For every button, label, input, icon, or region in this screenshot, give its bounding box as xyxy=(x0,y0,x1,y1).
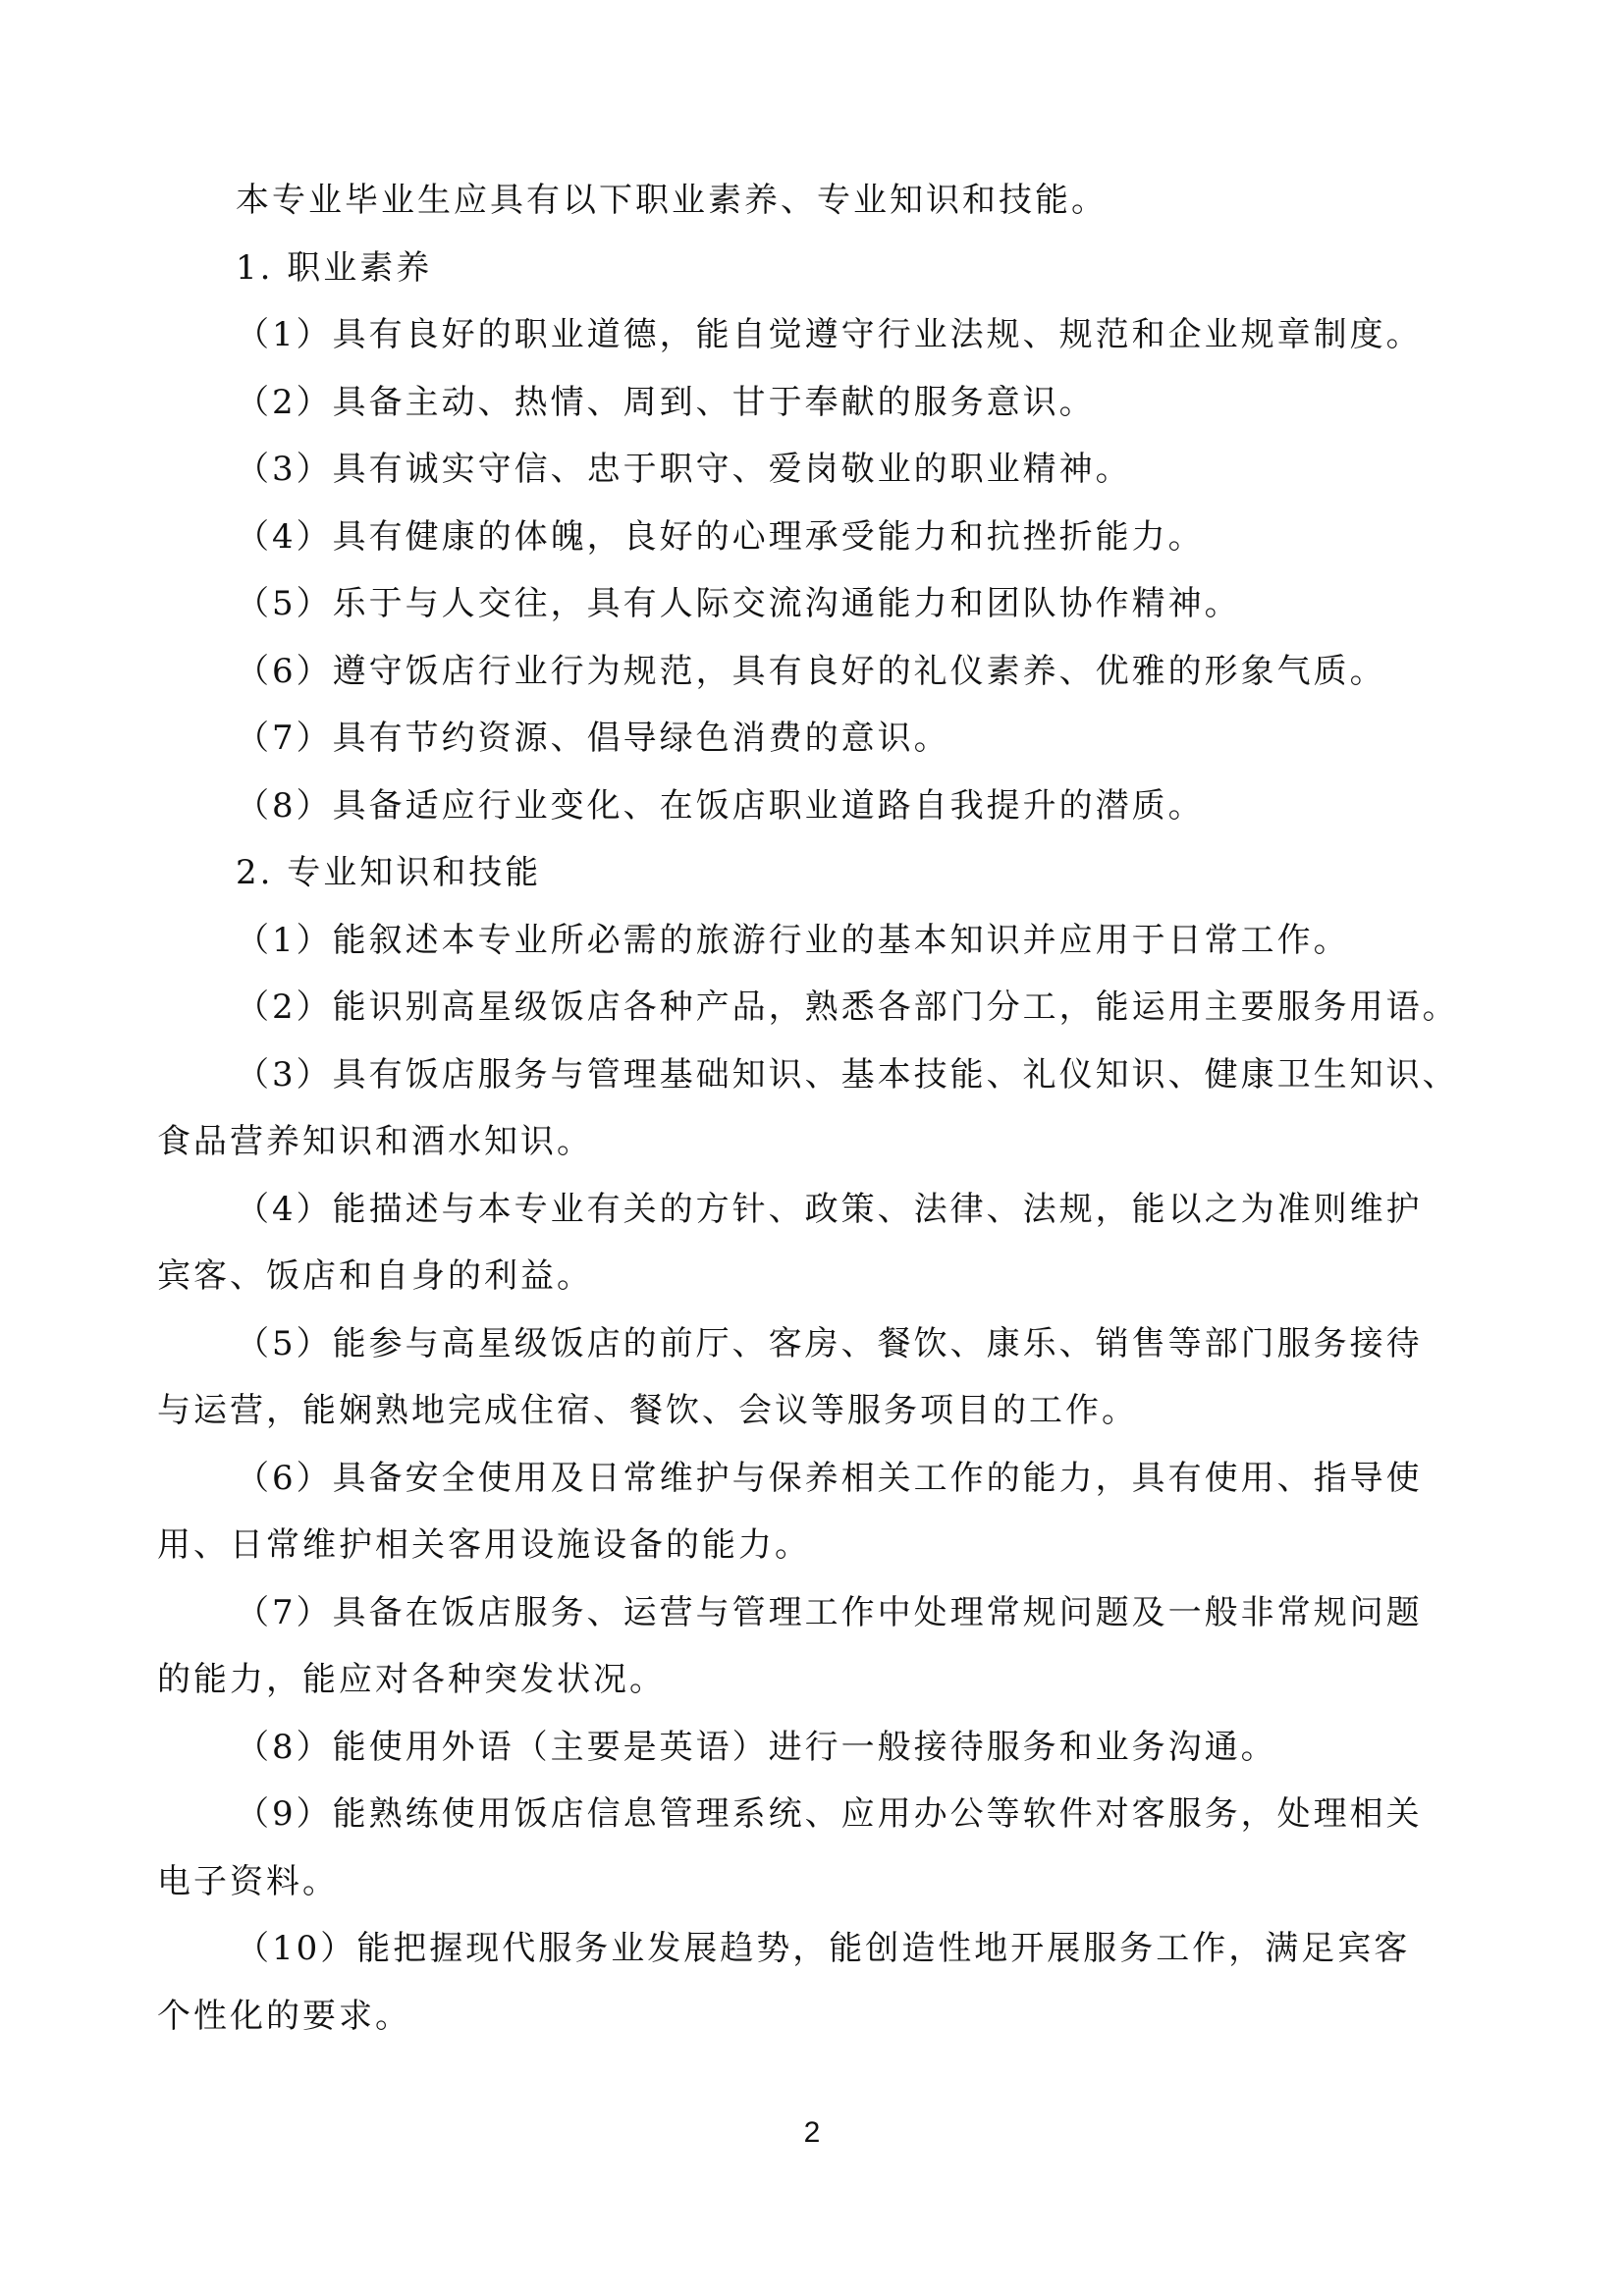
skills-item-continuation: 用、日常维护相关客用设施设备的能力。 xyxy=(157,1525,811,1565)
skills-item: （3）具有饭店服务与管理基础知识、基本技能、礼仪知识、健康卫生知识、 xyxy=(236,1054,1459,1095)
skills-item-continuation: 的能力，能应对各种突发状况。 xyxy=(157,1660,666,1699)
qualities-item: （1）具有良好的职业道德，能自觉遵守行业法规、规范和企业规章制度。 xyxy=(236,315,1423,354)
skills-item: （1）能叙述本专业所必需的旅游行业的基本知识并应用于日常工作。 xyxy=(236,920,1350,960)
skills-item-continuation: 个性化的要求。 xyxy=(157,1996,411,2036)
skills-item-continuation: 食品营养知识和酒水知识。 xyxy=(157,1122,593,1161)
qualities-item: （8）具备适应行业变化、在饭店职业道路自我提升的潜质。 xyxy=(236,785,1205,826)
document-body xyxy=(157,167,1473,2050)
skills-item: （6）具备安全使用及日常维护与保养相关工作的能力，具有使用、指导使 xyxy=(236,1458,1423,1498)
page-number: 2 xyxy=(803,2116,821,2149)
intro-paragraph: 本专业毕业生应具有以下职业素养、专业知识和技能。 xyxy=(236,181,1108,220)
skills-item-continuation: 与运营，能娴熟地完成住宿、餐饮、会议等服务项目的工作。 xyxy=(157,1391,1138,1430)
skills-item: （9）能熟练使用饭店信息管理系统、应用办公等软件对客服务，处理相关 xyxy=(236,1794,1423,1834)
qualities-item: （7）具有节约资源、倡导绿色消费的意识。 xyxy=(236,719,950,758)
qualities-item: （3）具有诚实守信、忠于职守、爱岗敬业的职业精神。 xyxy=(236,450,1132,489)
section-heading-knowledge-skills: 2. 专业知识和技能 xyxy=(236,853,542,892)
skills-item: （4）能描述与本专业有关的方针、政策、法律、法规，能以之为准则维护 xyxy=(236,1189,1423,1229)
skills-item: （8）能使用外语（主要是英语）进行一般接待服务和业务沟通。 xyxy=(236,1727,1277,1767)
qualities-item: （2）具备主动、热情、周到、甘于奉献的服务意识。 xyxy=(236,382,1096,422)
skills-item-continuation: 宾客、饭店和自身的利益。 xyxy=(157,1256,593,1296)
skills-item: （7）具备在饭店服务、运营与管理工作中处理常规问题及一般非常规问题 xyxy=(236,1592,1423,1632)
skills-item-continuation: 电子资料。 xyxy=(157,1861,339,1901)
section-heading-professional-qualities: 1. 职业素养 xyxy=(236,247,433,288)
qualities-item: （6）遵守饭店行业行为规范，具有良好的礼仪素养、优雅的形象气质。 xyxy=(236,651,1386,691)
qualities-item: （4）具有健康的体魄，良好的心理承受能力和抗挫折能力。 xyxy=(236,516,1205,557)
qualities-item: （5）乐于与人交往，具有人际交流沟通能力和团队协作精神。 xyxy=(236,584,1241,623)
skills-item: （5）能参与高星级饭店的前厅、客房、餐饮、康乐、销售等部门服务接待 xyxy=(236,1323,1423,1363)
skills-item: （10）能把握现代服务业发展趋势，能创造性地开展服务工作，满足宾客 xyxy=(236,1929,1411,1968)
skills-item: （2）能识别高星级饭店各种产品，熟悉各部门分工，能运用主要服务用语。 xyxy=(236,988,1459,1027)
